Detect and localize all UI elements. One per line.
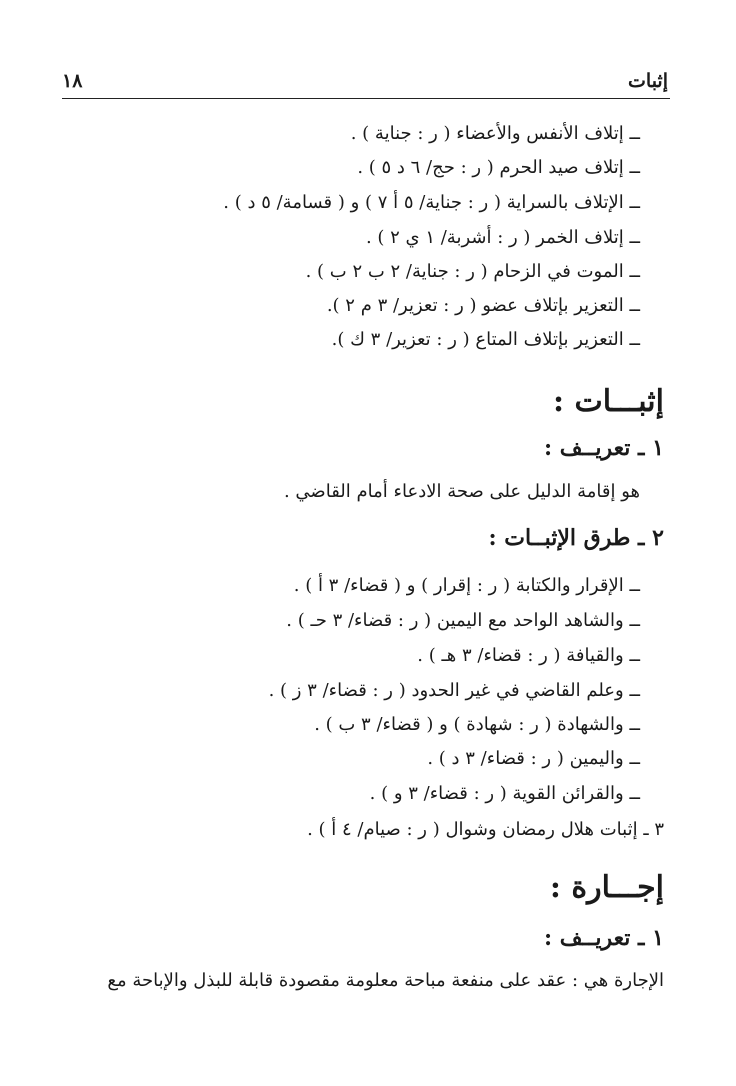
- subheading-definition: ١ ـ تعريــف :: [543, 435, 664, 461]
- entry-heading-ijara: إجـــارة :: [549, 870, 664, 905]
- entry-heading-ithbat: إثبـــات :: [552, 384, 664, 419]
- list-item: ــ الموت في الزحام ( ر : جناية/ ٢ ب ٢ ب ) .: [305, 261, 640, 282]
- subheading-methods: ٢ ـ طرق الإثبــات :: [488, 525, 664, 551]
- numbered-item: ٣ ـ إثبات هلال رمضان وشوال ( ر : صيام/ ٤ أ ) .: [307, 819, 664, 840]
- list-item: ــ وعلم القاضي في غير الحدود ( ر : قضاء/ ٣ ز ) .: [268, 680, 640, 701]
- list-item: ــ التعزير بإتلاف المتاع ( ر : تعزير/ ٣ ك ).: [331, 329, 640, 350]
- list-item: ــ إتلاف الخمر ( ر : أشربة/ ١ ي ٢ ) .: [365, 227, 640, 248]
- list-item: ــ الإتلاف بالسراية ( ر : جناية/ ٥ أ ٧ ) و ( قسامة/ ٥ د ) .: [223, 192, 640, 213]
- list-item: ــ والشاهد الواحد مع اليمين ( ر : قضاء/ ٣ حـ ) .: [286, 610, 640, 631]
- list-item: ــ والشهادة ( ر : شهادة ) و ( قضاء/ ٣ ب ) .: [314, 714, 640, 735]
- header-rule: [62, 98, 670, 99]
- list-item: ــ والقرائن القوية ( ر : قضاء/ ٣ و ) .: [369, 783, 640, 804]
- list-item: ــ إتلاف صيد الحرم ( ر : حج/ ٦ د ٥ ) .: [357, 157, 640, 178]
- page-number: ١٨: [62, 70, 83, 92]
- list-item: ــ والقيافة ( ر : قضاء/ ٣ هـ ) .: [417, 645, 640, 666]
- list-item: ــ واليمين ( ر : قضاء/ ٣ د ) .: [427, 748, 640, 769]
- subheading-definition: ١ ـ تعريــف :: [543, 925, 664, 951]
- definition-text: هو إقامة الدليل على صحة الادعاء أمام القاضي .: [283, 481, 640, 502]
- definition-text: الإجارة هي : عقد على منفعة مباحة معلومة مقصودة قابلة للبذل والإباحة مع: [107, 970, 664, 991]
- list-item: ــ الإقرار والكتابة ( ر : إقرار ) و ( قضاء/ ٣ أ ) .: [293, 575, 640, 596]
- list-item: ــ إتلاف الأنفس والأعضاء ( ر : جناية ) .: [350, 123, 640, 144]
- running-header-title: إثبات: [628, 70, 668, 92]
- list-item: ــ التعزير بإتلاف عضو ( ر : تعزير/ ٣ م ٢ ).: [326, 295, 640, 316]
